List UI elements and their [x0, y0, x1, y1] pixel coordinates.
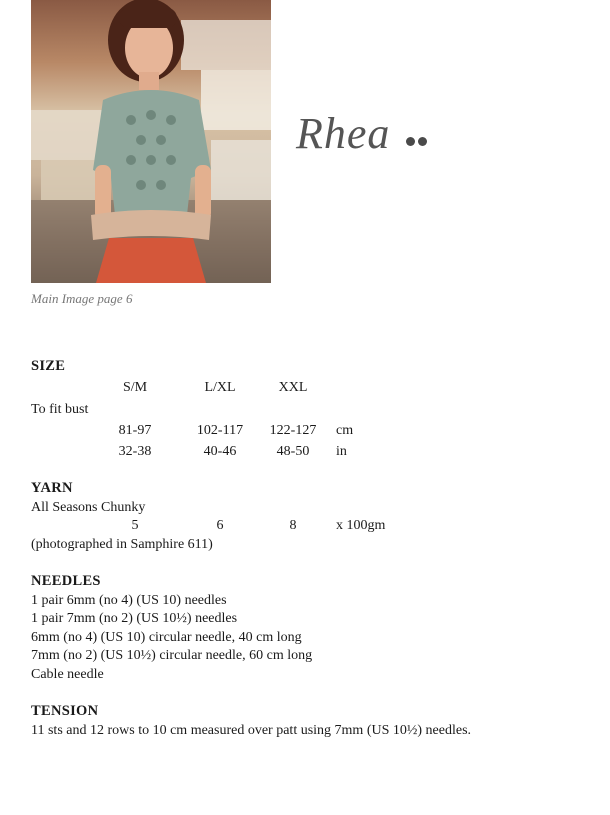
size-heading: SIZE: [31, 358, 66, 374]
tension-text: 11 sts and 12 rows to 10 cm measured over patt using 7mm (US 10½) needles.: [31, 723, 472, 738]
needles-line: 1 pair 7mm (no 2) (US 10½) needles: [31, 611, 238, 626]
bust-in-unit: in: [336, 444, 347, 459]
yarn-unit: x 100gm: [336, 518, 386, 533]
bust-cm-sm: 81-97: [118, 423, 152, 438]
bust-cm-lxl: 102-117: [196, 423, 244, 438]
bust-in-sm: 32-38: [118, 444, 152, 459]
size-column-xxl: XXL: [278, 380, 308, 395]
image-caption: Main Image page 6: [31, 291, 133, 306]
yarn-qty-sm: 5: [131, 518, 139, 533]
tension-heading: TENSION: [31, 703, 99, 719]
bust-in-lxl: 40-46: [203, 444, 237, 459]
yarn-qty-xxl: 8: [289, 518, 297, 533]
difficulty-dot-icon: [406, 137, 415, 146]
needles-line: 1 pair 6mm (no 4) (US 10) needles: [31, 593, 227, 608]
fit-label: To fit bust: [31, 402, 89, 417]
size-column-sm: S/M: [122, 380, 148, 395]
main-photo: [31, 0, 271, 283]
photo-illustration: [31, 0, 271, 283]
needles-line: Cable needle: [31, 667, 104, 682]
difficulty-dot-icon: [418, 137, 427, 146]
yarn-note: (photographed in Samphire 611): [31, 537, 213, 552]
yarn-name: All Seasons Chunky: [31, 500, 146, 515]
bust-in-xxl: 48-50: [276, 444, 310, 459]
bust-cm-xxl: 122-127: [269, 423, 317, 438]
needles-heading: NEEDLES: [31, 573, 101, 589]
needles-line: 6mm (no 4) (US 10) circular needle, 40 cm long: [31, 630, 302, 645]
yarn-heading: YARN: [31, 480, 73, 496]
size-column-lxl: L/XL: [204, 380, 236, 395]
difficulty-rating: [406, 133, 430, 151]
bust-cm-unit: cm: [336, 423, 354, 438]
needles-line: 7mm (no 2) (US 10½) circular needle, 60 cm long: [31, 648, 313, 663]
yarn-qty-lxl: 6: [216, 518, 224, 533]
pattern-title: Rhea: [296, 109, 391, 158]
